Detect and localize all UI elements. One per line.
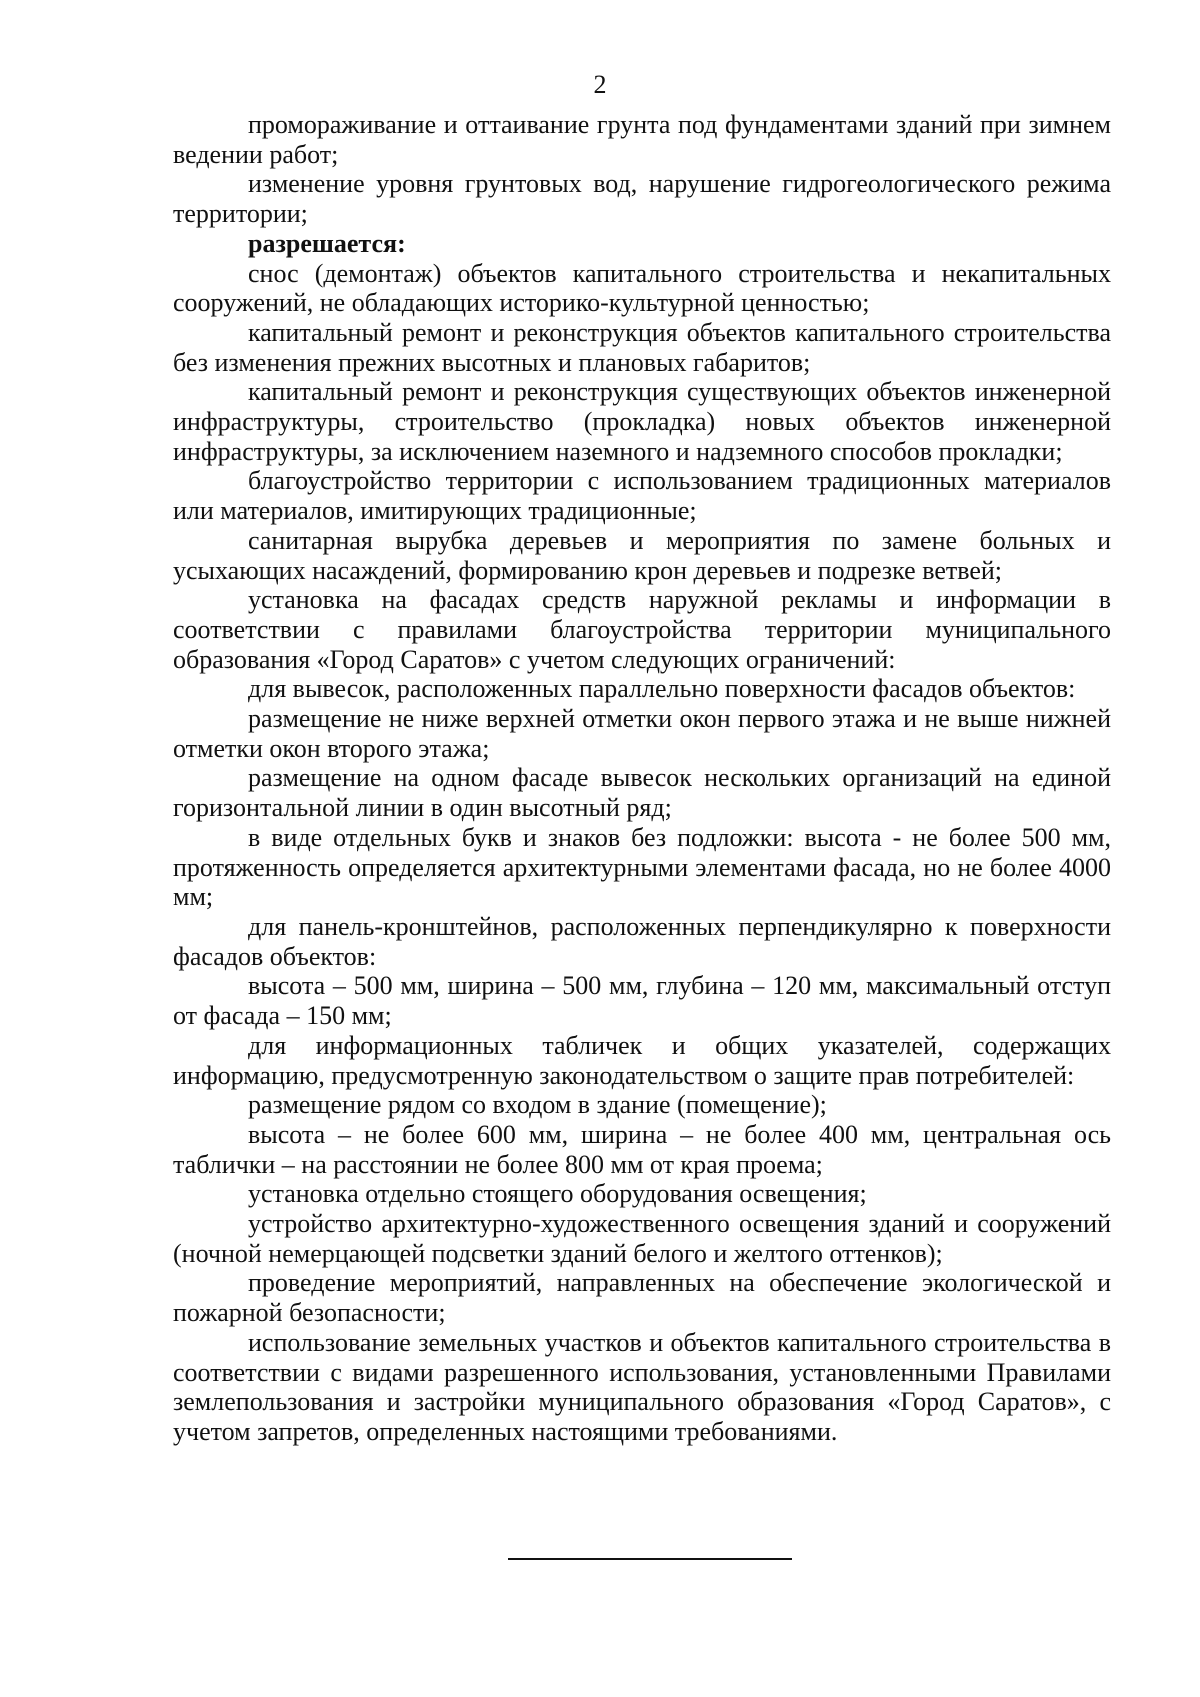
paragraph-22: использование земельных участков и объектов капитального строительства в соответствии с видами разрешенного использования, установленными Правилами землепользования и застройки муниципального образования «Город Саратов», с учетом запретов, определенных настоящими требованиями. bbox=[173, 1327, 1111, 1446]
paragraph-5: капитальный ремонт и реконструкция объектов капитального строительства без изменения прежних высотных и плановых габаритов; bbox=[173, 317, 1111, 377]
paragraph-1: промораживание и оттаивание грунта под фундаментами зданий при зимнем ведении работ; bbox=[173, 110, 1111, 169]
paragraph-7: благоустройство территории с использованием традиционных материалов или материалов, имитирующих традиционные; bbox=[173, 466, 1111, 526]
paragraph-17: размещение рядом со входом в здание (помещение); bbox=[248, 1090, 827, 1120]
paragraph-12: размещение на одном фасаде вывесок нескольких организаций на единой горизонтальной линии в один высотный ряд; bbox=[173, 763, 1111, 823]
paragraph-6: капитальный ремонт и реконструкция существующих объектов инженерной инфраструктуры, строительство (прокладка) новых объектов инженерной инфраструктуры, за исключением наземного и надземного способов прокладки; bbox=[173, 377, 1111, 466]
page-number: 2 bbox=[593, 70, 607, 99]
paragraph-2: изменение уровня грунтовых вод, нарушение гидрогеологического режима территории; bbox=[173, 169, 1111, 229]
paragraph-21: проведение мероприятий, направленных на обеспечение экологической и пожарной безопасности; bbox=[173, 1268, 1111, 1328]
section-heading-allowed: разрешается: bbox=[248, 228, 406, 258]
paragraph-8: санитарная вырубка деревьев и мероприятия по замене больных и усыхающих насаждений, формированию крон деревьев и подрезке ветвей; bbox=[173, 525, 1111, 585]
paragraph-18: высота – не более 600 мм, ширина – не более 400 мм, центральная ось таблички – на расстоянии не более 800 мм от края проема; bbox=[173, 1119, 1111, 1179]
paragraph-11: размещение не ниже верхней отметки окон первого этажа и не выше нижней отметки окон второго этажа; bbox=[173, 704, 1111, 763]
paragraph-16: для информационных табличек и общих указателей, содержащих информацию, предусмотренную законодательством о защите прав потребителей: bbox=[173, 1030, 1111, 1090]
paragraph-19: установка отдельно стоящего оборудования освещения; bbox=[248, 1179, 867, 1209]
document-body bbox=[173, 110, 1111, 1447]
paragraph-14: для панель-кронштейнов, расположенных перпендикулярно к поверхности фасадов объектов: bbox=[173, 911, 1111, 971]
paragraph-9: установка на фасадах средств наружной рекламы и информации в соответствии с правилами благоустройства территории муниципального образования «Город Саратов» с учетом следующих ограничений: bbox=[173, 585, 1111, 674]
paragraph-15: высота – 500 мм, ширина – 500 мм, глубина – 120 мм, максимальный отступ от фасада – 150 мм; bbox=[173, 971, 1111, 1031]
paragraph-4: снос (демонтаж) объектов капитального строительства и некапитальных сооружений, не обладающих историко-культурной ценностью; bbox=[173, 258, 1111, 318]
paragraph-10: для вывесок, расположенных параллельно поверхности фасадов объектов: bbox=[248, 674, 1076, 704]
paragraph-13: в виде отдельных букв и знаков без подложки: высота - не более 500 мм, протяженность определяется архитектурными элементами фасада, но не более 4000 мм; bbox=[173, 822, 1111, 912]
paragraph-20: устройство архитектурно-художественного освещения зданий и сооружений (ночной немерцающей подсветки зданий белого и желтого оттенков); bbox=[173, 1209, 1111, 1268]
end-of-document-rule bbox=[508, 1558, 792, 1560]
